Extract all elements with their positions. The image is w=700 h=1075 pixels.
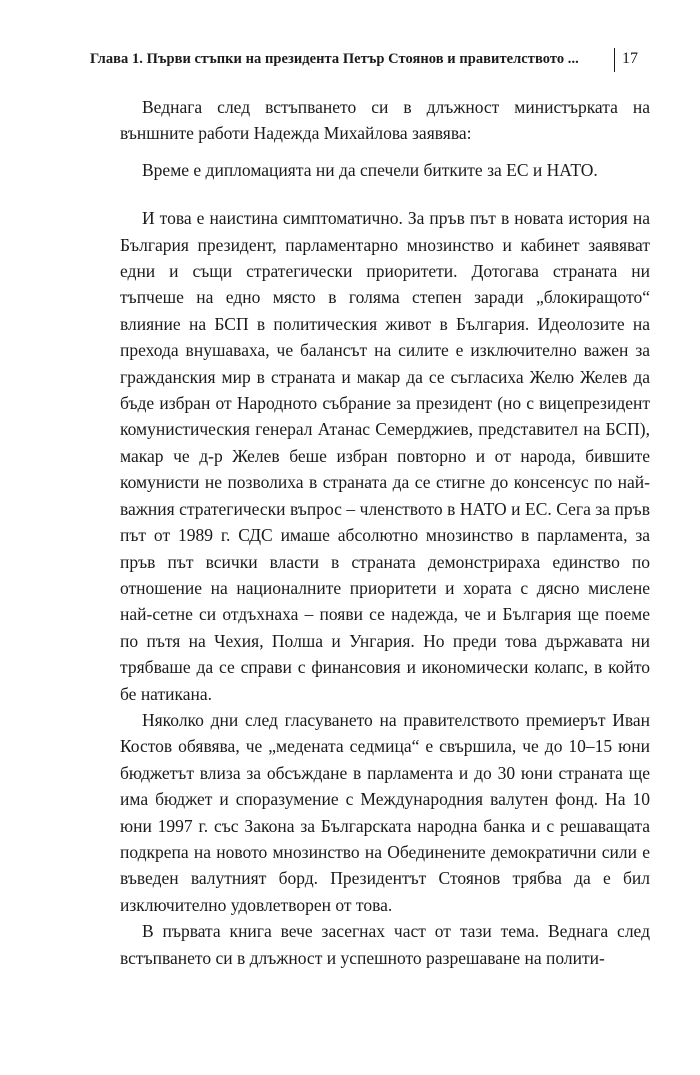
page-number: 17 bbox=[622, 50, 638, 67]
header-divider bbox=[614, 48, 615, 72]
paragraph-main: И това е наистина симптоматично. За пръв път в новата история на България президент, парламентарно мнозинство и кабинет заявяват едни и същи стратегически приоритети. Дотогава страната ни тъпчеше на едно място в голяма степен заради „блокиращото“ влияние на БСП в политическия живот в България. Идеолозите на прехода внушаваха, че балансът на силите е изключително важен за гражданския мир в страната и макар да се съгласиха Желю Желев да бъде избран от Народното събрание за президент (но с вицепрезидент комунистическия генерал Атанас Семерджиев, представител на БСП), макар че д-р Желев беше избран повторно и от народа, бившите комунисти не позволиха в страната да се стигне до консенсус по най-важния стратегически въпрос – членството в НАТО и ЕС. Сега за пръв път от 1989 г. СДС имаше абсолютно мнозинство в парламента, за пръв път всички власти в страната демонстрираха единство по отношение на националните приоритети и хората с дясно мислене най-сетне си отдъхнаха – появи се надежда, че и България ще поеме по пътя на Чехия, Полша и Унгария. Но преди това държавата ни трябваше да се справи с финансовия и икономически колапс, в който бе натикана. bbox=[120, 208, 650, 704]
quote-line: Време е дипломацията ни да спечели битките за ЕС и НАТО. bbox=[142, 159, 598, 180]
chapter-title: Глава 1. Първи стъпки на президента Петър Стоянов и правителството ... bbox=[90, 51, 579, 67]
running-header bbox=[90, 48, 650, 72]
paragraph-budget: Няколко дни след гласуването на правителството премиерът Иван Костов обявява, че „медената седмица“ е свършила, че до 10–15 юни бюджетът влиза за обсъждане в парламента и до 30 юни страната ще има бюджет и споразумение с Международния валутен фонд. На 10 юни 1997 г. със Закона за Българската народна банка и с решаващата подкрепа на новото мнозинство на Обединените демократични сили е въведен валутният борд. Президентът Стоянов трябва да е бил изключително удовлетворен от това. bbox=[120, 709, 650, 915]
paragraph-final: В първата книга вече засегнах част от тази тема. Веднага след встъпването си в длъжност и успешното разрешаване на полити- bbox=[120, 921, 650, 968]
body-text bbox=[120, 94, 650, 971]
paragraph-intro: Веднага след встъпването си в длъжност министърката на външните работи Надежда Михайлова заявява: bbox=[120, 97, 650, 144]
